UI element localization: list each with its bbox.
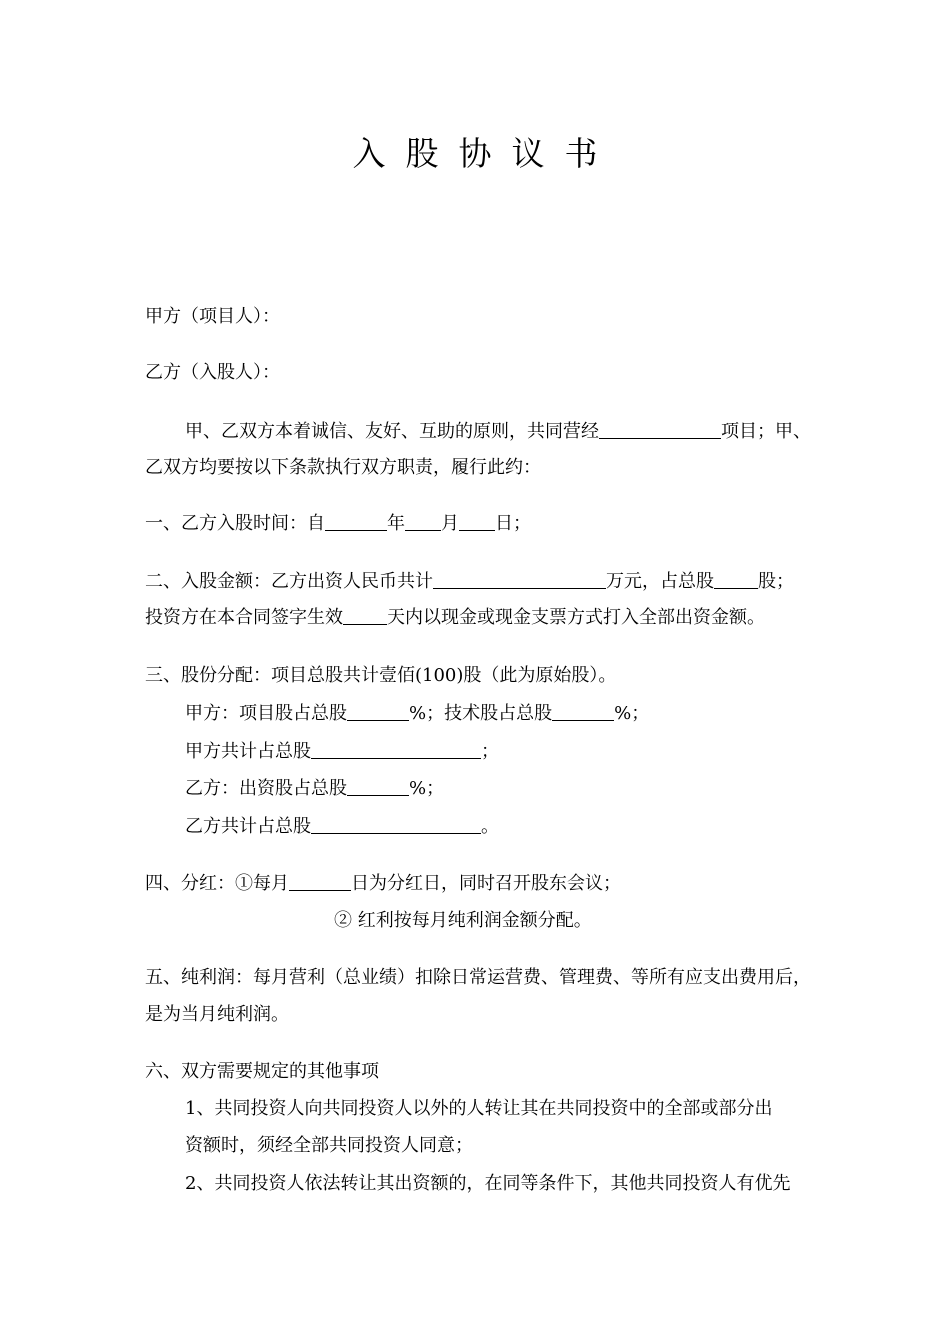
- month-blank[interactable]: [405, 512, 441, 531]
- party-b-total-label: 乙方共计占总股: [185, 816, 311, 837]
- clause-3-party-a-1: [185, 702, 649, 726]
- clause-2-line-1: [145, 570, 794, 594]
- clause-4-line-1: [145, 872, 621, 896]
- clause-1-label: 一、乙方入股时间：自: [145, 513, 325, 534]
- clause-3-party-b-1: [185, 777, 444, 801]
- clause-5-line-1: 五、纯利润：每月营利（总业绩）扣除日常运营费、管理费、等所有应支出费用后，: [145, 967, 811, 988]
- tech-share-blank[interactable]: [552, 702, 614, 721]
- intro-text: 甲、乙双方本着诚信、友好、互助的原则，共同营经: [185, 421, 599, 442]
- year-label: 年: [387, 513, 405, 534]
- party-b-total-blank[interactable]: [311, 815, 481, 834]
- intro-line-1: [185, 420, 811, 444]
- clause-2-text-e: 天内以现金或现金支票方式打入全部出资金额。: [387, 607, 765, 628]
- capital-share-end: %；: [409, 778, 445, 799]
- day-label: 日；: [495, 513, 531, 534]
- document-title: 入股协议书: [352, 134, 618, 173]
- clause-2-line-2: [145, 606, 765, 630]
- dividend-text: 日为分红日，同时召开股东会议；: [351, 873, 621, 894]
- tech-share-label: %；技术股占总股: [409, 703, 553, 724]
- clause-2-text-c: 股；: [758, 571, 794, 592]
- day-blank[interactable]: [459, 512, 495, 531]
- clause-3-party-a-2: [185, 740, 499, 764]
- clause-5-line-2: 是为当月纯利润。: [145, 1004, 289, 1025]
- project-share-blank[interactable]: [347, 702, 409, 721]
- project-share-label: 甲方：项目股占总股: [185, 703, 347, 724]
- clause-6-item-2-line-1: 2、共同投资人依法转让其出资额的，在同等条件下，其他共同投资人有优先: [185, 1173, 791, 1194]
- project-name-blank[interactable]: [599, 420, 721, 439]
- clause-6-heading: 六、双方需要规定的其他事项: [145, 1061, 379, 1082]
- clause-6-item-1-line-2: 资额时，须经全部共同投资人同意；: [185, 1135, 473, 1156]
- clause-2-text-b: 万元，占总股: [606, 571, 714, 592]
- clause-2-text-d: 投资方在本合同签字生效: [145, 607, 343, 628]
- month-label: 月: [441, 513, 459, 534]
- party-a-total-end: ；: [481, 741, 499, 762]
- amount-blank[interactable]: [433, 570, 606, 589]
- days-blank[interactable]: [343, 606, 387, 625]
- intro-text-after: 项目；甲、: [721, 421, 811, 442]
- clause-6-item-1-line-1: 1、共同投资人向共同投资人以外的人转让其在共同投资中的全部或部分出: [185, 1098, 773, 1119]
- intro-line-2: 乙双方均要按以下条款执行双方职责，履行此约：: [145, 457, 541, 478]
- clause-3-heading: 三、股份分配：项目总股共计壹佰(100)股（此为原始股）。: [145, 665, 617, 686]
- capital-share-blank[interactable]: [347, 777, 409, 796]
- year-blank[interactable]: [325, 512, 387, 531]
- party-b-total-end: 。: [481, 816, 499, 837]
- clause-3-party-b-2: [185, 815, 499, 839]
- party-a-line: 甲方（项目人）：: [145, 306, 280, 327]
- clause-4-line-2: ② 红利按每月纯利润金额分配。: [334, 910, 592, 931]
- clause-2-label: 二、入股金额：乙方出资人民币共计: [145, 571, 433, 592]
- tech-share-end: %；: [614, 703, 650, 724]
- party-b-line: 乙方（入股人）：: [145, 362, 280, 383]
- party-a-total-label: 甲方共计占总股: [185, 741, 311, 762]
- clause-1: [145, 512, 531, 536]
- dividend-label: 四、分红：①每月: [145, 873, 289, 894]
- party-a-total-blank[interactable]: [311, 740, 481, 759]
- dividend-day-blank[interactable]: [289, 872, 351, 891]
- capital-share-label: 乙方：出资股占总股: [185, 778, 347, 799]
- shares-blank[interactable]: [714, 570, 758, 589]
